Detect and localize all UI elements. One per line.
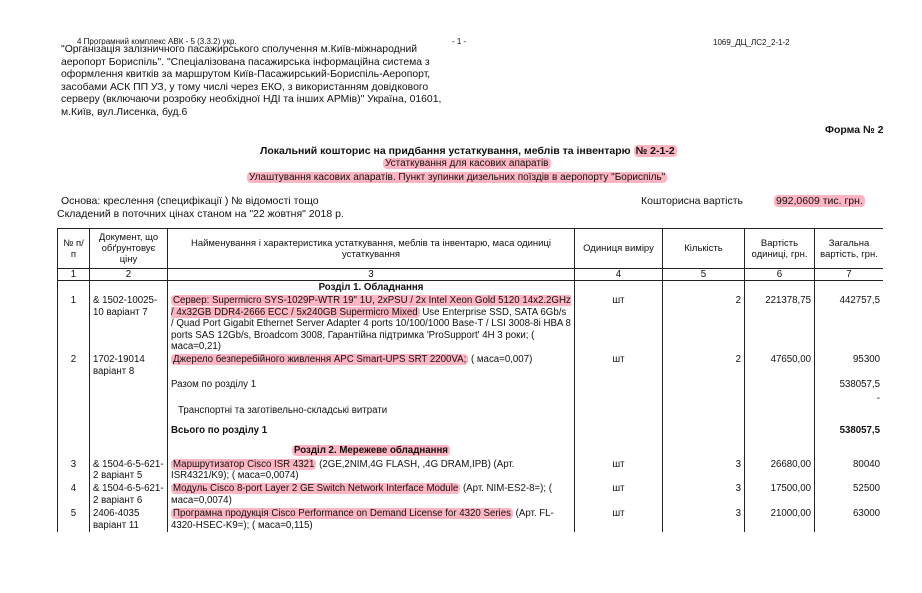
section-title-text: Розділ 2. Мережеве обладнання <box>294 445 448 457</box>
table-row <box>58 507 884 532</box>
table-row <box>58 294 884 353</box>
row-unit-price: 47650,00 <box>745 353 815 378</box>
organization-block <box>61 44 451 120</box>
section-title: Розділ 1. Обладнання <box>168 281 575 295</box>
row-document: & 1502-10025-10 варіант 7 <box>90 294 168 353</box>
row-quantity: 3 <box>663 482 745 507</box>
program-label: 4 Програмний комплекс АВК - 5 (3.3.2) укр. <box>77 37 237 46</box>
col-header-document: Документ, що обґрунтовує ціну <box>90 229 168 269</box>
org-line: оформлення квитків за маршрутом Київ-Пасажирський-Бориспіль-Аеропорт, <box>61 69 431 81</box>
row-unit: шт <box>575 507 663 532</box>
row-number: 4 <box>58 482 90 507</box>
basis-line: Основа: креслення (специфікації ) № відомості тощо <box>61 195 319 207</box>
row-quantity: 3 <box>663 458 745 483</box>
row-name-highlight: Програмна продукція Cisco Performance on Demand License for 4320 Series <box>173 508 511 520</box>
transport-label: Транспортні та заготівельно-складські витрати <box>168 392 575 418</box>
subtotal-label: Разом по розділу 1 <box>168 378 575 391</box>
document-code: 1069_ДЦ_ЛС2_2-1-2 <box>713 38 790 47</box>
row-name-highlight: Маршрутизатор Cisco ISR 4321 <box>173 458 315 470</box>
row-name <box>168 482 575 507</box>
row-document: 1702-19014 варіант 8 <box>90 353 168 378</box>
row-name-rest: Use Enterprise SSD, SATA 6Gb/s / Quad Port Gigabit Ethernet Server Adapter 4 ports 10/100/1000 Base-T / LSI 3008-8i HBA 8 ports SAS 12Gb/s, Broadcom 3008, Гарантійна підтримка 'ProSupport' 4H 3 роки; ( маса=0,21) <box>171 306 571 353</box>
row-name-highlight: Модуль Cisco 8-port Layer 2 GE Switch Network Interface Module <box>173 483 459 495</box>
col-header-total: Загальна вартість, грн. <box>815 229 884 269</box>
estimate-title <box>260 145 677 157</box>
row-name <box>168 507 575 532</box>
row-total: 95300 <box>815 353 884 378</box>
row-name-highlight: Сервер: Supermicro SYS-1029P-WTR 19" 1U, 2xPSU / 2x Intel Xeon Gold 5120 14x2.2GHz / 4x32GB DDR4-2666 ECC / 5x240GB Supermicro Mixed <box>171 295 571 318</box>
estimate-title-text: Локальний кошторис на придбання устаткування, меблів та інвентарю <box>260 145 631 157</box>
estimate-table <box>57 228 883 593</box>
table-row <box>58 353 884 378</box>
row-total: 52500 <box>815 482 884 507</box>
org-line: аеропорт Бориспіль". "Спеціалізована пасажирська інформаційна система з <box>61 56 430 68</box>
org-line: серверу (включаючи розробку необхідної НДІ та інших АРМів)" Україна, 01601, <box>61 94 442 106</box>
estimate-subtitle: Устаткування для касових апаратів <box>385 158 549 169</box>
row-name-rest: (Арт. FL-4320-HSEC-K9=); ( маса=0,115) <box>171 508 554 531</box>
section-total-value: 538057,5 <box>815 418 884 438</box>
estimated-cost-value: 992,0609 тис. грн. <box>776 195 863 207</box>
estimated-cost-label: Кошторисна вартість <box>641 195 744 207</box>
page-number: - 1 - <box>452 37 467 46</box>
org-line: "Організація залізничного пасажирського сполучення м.Київ-міжнародний <box>61 44 418 55</box>
section-title <box>168 438 575 458</box>
estimate-object: Улаштування касових апаратів. Пункт зупинки дизельних поїздів в аеропорту "Бориспіль" <box>249 172 666 183</box>
row-unit-price: 221378,75 <box>745 294 815 353</box>
col-header-name: Найменування і характеристика устаткування, меблів та інвентарю, маса одиниці устаткування <box>168 229 575 269</box>
transport-value: - <box>815 392 884 418</box>
row-unit-price: 21000,00 <box>745 507 815 532</box>
org-line: м.Київ, вул.Лисенка, буд.6 <box>61 106 188 118</box>
row-name <box>168 458 575 483</box>
row-unit-price: 17500,00 <box>745 482 815 507</box>
row-total: 63000 <box>815 507 884 532</box>
row-quantity: 3 <box>663 507 745 532</box>
row-unit-price: 26680,00 <box>745 458 815 483</box>
column-number: 1 <box>58 269 90 281</box>
row-name-rest: (Арт. NIM-ES2-8=); ( маса=0,0074) <box>171 483 552 506</box>
org-line: засобами АСК ПП УЗ, у тому числі через ЕКО, з використанням довідкового <box>61 81 429 93</box>
row-name <box>168 294 575 353</box>
row-total: 80040 <box>815 458 884 483</box>
row-name <box>168 353 575 378</box>
row-document: & 1504-6-5-621-2 варіант 6 <box>90 482 168 507</box>
column-number: 7 <box>815 269 884 281</box>
column-number: 3 <box>168 269 575 281</box>
row-total: 442757,5 <box>815 294 884 353</box>
row-number: 2 <box>58 353 90 378</box>
column-number: 4 <box>575 269 663 281</box>
table-row <box>58 458 884 483</box>
prices-date-line: Складений в поточних цінах станом на "22 жовтня" 2018 р. <box>57 208 344 220</box>
col-header-number: № п/п <box>58 229 90 269</box>
row-unit: шт <box>575 294 663 353</box>
estimate-number: № 2-1-2 <box>635 145 675 157</box>
col-header-unit: Одиниця виміру <box>575 229 663 269</box>
row-number: 3 <box>58 458 90 483</box>
row-name-highlight: Джерело безперебійного живлення APC Smart-UPS SRT 2200VA; <box>173 354 467 366</box>
row-unit: шт <box>575 458 663 483</box>
column-number: 5 <box>663 269 745 281</box>
row-name-rest: (2GE,2NIM,4G FLASH, ,4G DRAM,IPB) (Арт. ISR4321/K9); ( маса=0,0074) <box>171 458 515 482</box>
column-number: 2 <box>90 269 168 281</box>
row-unit: шт <box>575 482 663 507</box>
row-name-rest: ( маса=0,007) <box>470 354 533 366</box>
row-document: 2406-4035 варіант 11 <box>90 507 168 532</box>
col-header-quantity: Кількість <box>663 229 745 269</box>
row-document: & 1504-6-5-621-2 варіант 5 <box>90 458 168 483</box>
form-label: Форма № 2 <box>825 124 884 136</box>
table-row <box>58 482 884 507</box>
row-number: 1 <box>58 294 90 353</box>
column-number: 6 <box>745 269 815 281</box>
subtotal-value: 538057,5 <box>815 378 884 391</box>
row-quantity: 2 <box>663 353 745 378</box>
row-quantity: 2 <box>663 294 745 353</box>
col-header-unit-price: Вартість одиниці, грн. <box>745 229 815 269</box>
row-unit: шт <box>575 353 663 378</box>
section-total-label: Всього по розділу 1 <box>168 418 575 438</box>
row-number: 5 <box>58 507 90 532</box>
